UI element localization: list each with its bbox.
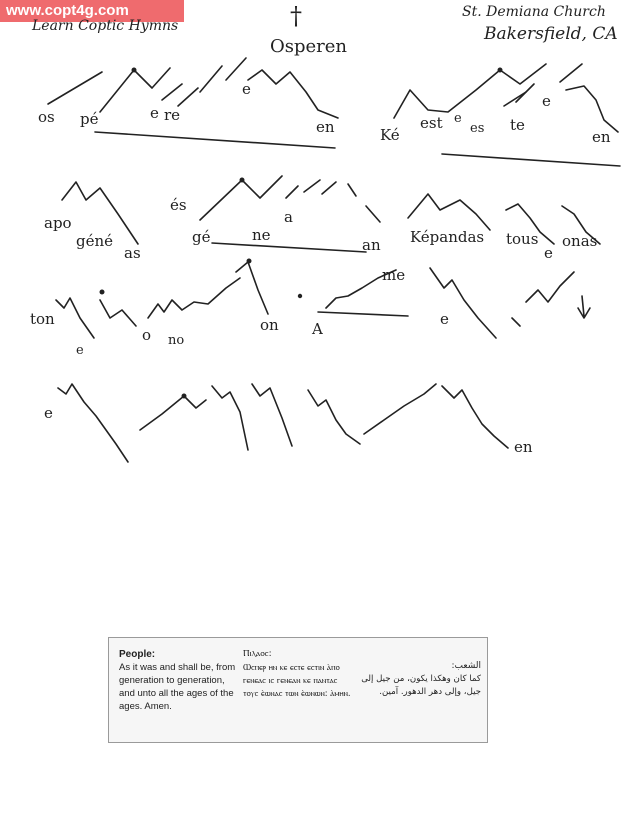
- melody-dot: [240, 178, 245, 183]
- melody-stroke: [200, 66, 222, 92]
- syllable: est: [420, 114, 443, 132]
- syllable: os: [38, 108, 55, 126]
- melody-stroke: [56, 298, 94, 338]
- syllable: onas: [562, 232, 598, 250]
- melody-stroke: [364, 384, 436, 434]
- melody-dot: [100, 290, 105, 295]
- underline: [442, 154, 620, 166]
- hymn-title: Osperen: [270, 36, 348, 57]
- english-column: [119, 648, 237, 713]
- syllable: A: [312, 320, 323, 338]
- syllable: gé: [192, 228, 211, 246]
- arabic-column: [361, 660, 481, 699]
- melody-stroke: [526, 272, 574, 302]
- hymn-line-1: [38, 58, 620, 166]
- syllable: te: [510, 116, 525, 134]
- hymn-line-4: [44, 384, 533, 462]
- syllable: e: [44, 404, 53, 422]
- syllable: es: [470, 121, 485, 136]
- melody-stroke: [322, 182, 336, 194]
- melody-stroke: [366, 206, 380, 222]
- watermark-banner: www.copt4g.com: [0, 0, 184, 22]
- syllable: ton: [30, 310, 55, 328]
- melody-stroke: [58, 384, 128, 462]
- syllable: en: [592, 128, 611, 146]
- underline: [318, 312, 408, 316]
- melody-stroke: [48, 72, 102, 104]
- syllable: e: [454, 111, 462, 126]
- arrow-down-icon: [578, 296, 590, 318]
- melody-stroke: [226, 58, 246, 80]
- syllable: géné: [76, 232, 114, 250]
- syllable: e: [544, 244, 553, 262]
- header-left-note: Learn Coptic Hymns: [32, 18, 179, 34]
- syllable: és: [170, 196, 187, 214]
- melody-dot: [182, 394, 187, 399]
- melody-dot: [132, 68, 137, 73]
- melody-stroke: [100, 68, 170, 112]
- hymn-line-3: [30, 259, 590, 359]
- melody-dot: [498, 68, 503, 73]
- hymn-line-2: [44, 176, 600, 262]
- melody-stroke: [408, 194, 490, 230]
- melody-dot: [298, 294, 302, 298]
- melody-stroke: [516, 84, 534, 102]
- melody-stroke: [442, 386, 508, 448]
- arabic-heading: الشعب:: [451, 661, 481, 671]
- syllable: o: [142, 326, 152, 344]
- melody-stroke: [504, 92, 526, 106]
- syllable: tous: [506, 230, 539, 248]
- syllable: as: [124, 244, 141, 262]
- syllable: e: [242, 80, 251, 98]
- cross-icon: †: [290, 2, 302, 30]
- syllable: e: [76, 343, 84, 358]
- melody-stroke: [248, 70, 338, 118]
- melody-stroke: [394, 64, 546, 118]
- underline: [95, 132, 335, 148]
- melody-stroke: [308, 390, 360, 444]
- melody-stroke: [560, 64, 582, 82]
- melody-stroke: [236, 262, 268, 314]
- melody-stroke: [512, 318, 520, 326]
- melody-stroke: [212, 386, 248, 450]
- syllable: re: [164, 106, 181, 124]
- syllable: an: [362, 236, 381, 254]
- response-box: [108, 637, 488, 743]
- melody-stroke: [348, 184, 356, 196]
- syllable: a: [284, 208, 293, 226]
- syllable: e: [440, 310, 449, 328]
- melody-stroke: [100, 300, 136, 326]
- syllable: me: [382, 266, 406, 284]
- arabic-text: كما كان وهكذا يكون، من جيل إلى جيل، وإلى دهر الدهور. آمين.: [361, 674, 481, 697]
- coptic-column: [243, 648, 355, 700]
- melody-stroke: [140, 396, 206, 430]
- coptic-text: Ⲱⲥⲡⲉⲣ ⲏⲛ ⲕⲉ ⲉⲥⲧⲉ ⲉⲥⲧⲓⲛ ⲁ̀ⲡⲟ ⲅⲉⲛⲉⲁⲥ ⲓⲥ ⲅⲉⲛⲉⲁⲛ ⲕⲉ ⲡⲁⲛⲧⲁⲥ ⲧⲟⲩⲥ ⲉ̀ⲱⲛⲁⲥ ⲧⲱⲛ ⲉ̀ⲱⲛⲱⲛ: ⲁ̀ⲙⲏⲛ.: [243, 662, 351, 698]
- english-text: As it was and shall be, from generation to generation, and unto all the ages of the ages. Amen.: [119, 662, 236, 712]
- syllable: apo: [44, 214, 72, 232]
- coptic-heading: Ⲡⲓⲗⲁⲟⲥ:: [243, 649, 272, 659]
- syllable: Képandas: [410, 228, 485, 246]
- english-heading: People:: [119, 649, 156, 660]
- syllable: on: [260, 316, 279, 334]
- melody-stroke: [304, 180, 320, 192]
- melody-stroke: [566, 86, 618, 132]
- syllable: Ké: [380, 126, 400, 144]
- church-location: Bakersfield, CA: [484, 24, 618, 44]
- syllable: pé: [80, 110, 99, 128]
- syllable: e: [542, 92, 551, 110]
- syllable: ne: [252, 226, 271, 244]
- melody-stroke: [162, 84, 182, 100]
- syllable: en: [316, 118, 335, 136]
- syllable: en: [514, 438, 533, 456]
- melody-stroke: [148, 278, 240, 318]
- church-name: St. Demiana Church: [462, 4, 606, 20]
- syllable: no: [168, 333, 185, 348]
- melody-stroke: [252, 384, 292, 446]
- melody-stroke: [200, 176, 282, 220]
- melody-dot: [247, 259, 252, 264]
- syllable: e: [150, 104, 159, 122]
- melody-stroke: [178, 88, 198, 106]
- melody-stroke: [286, 186, 298, 198]
- underline: [212, 243, 366, 252]
